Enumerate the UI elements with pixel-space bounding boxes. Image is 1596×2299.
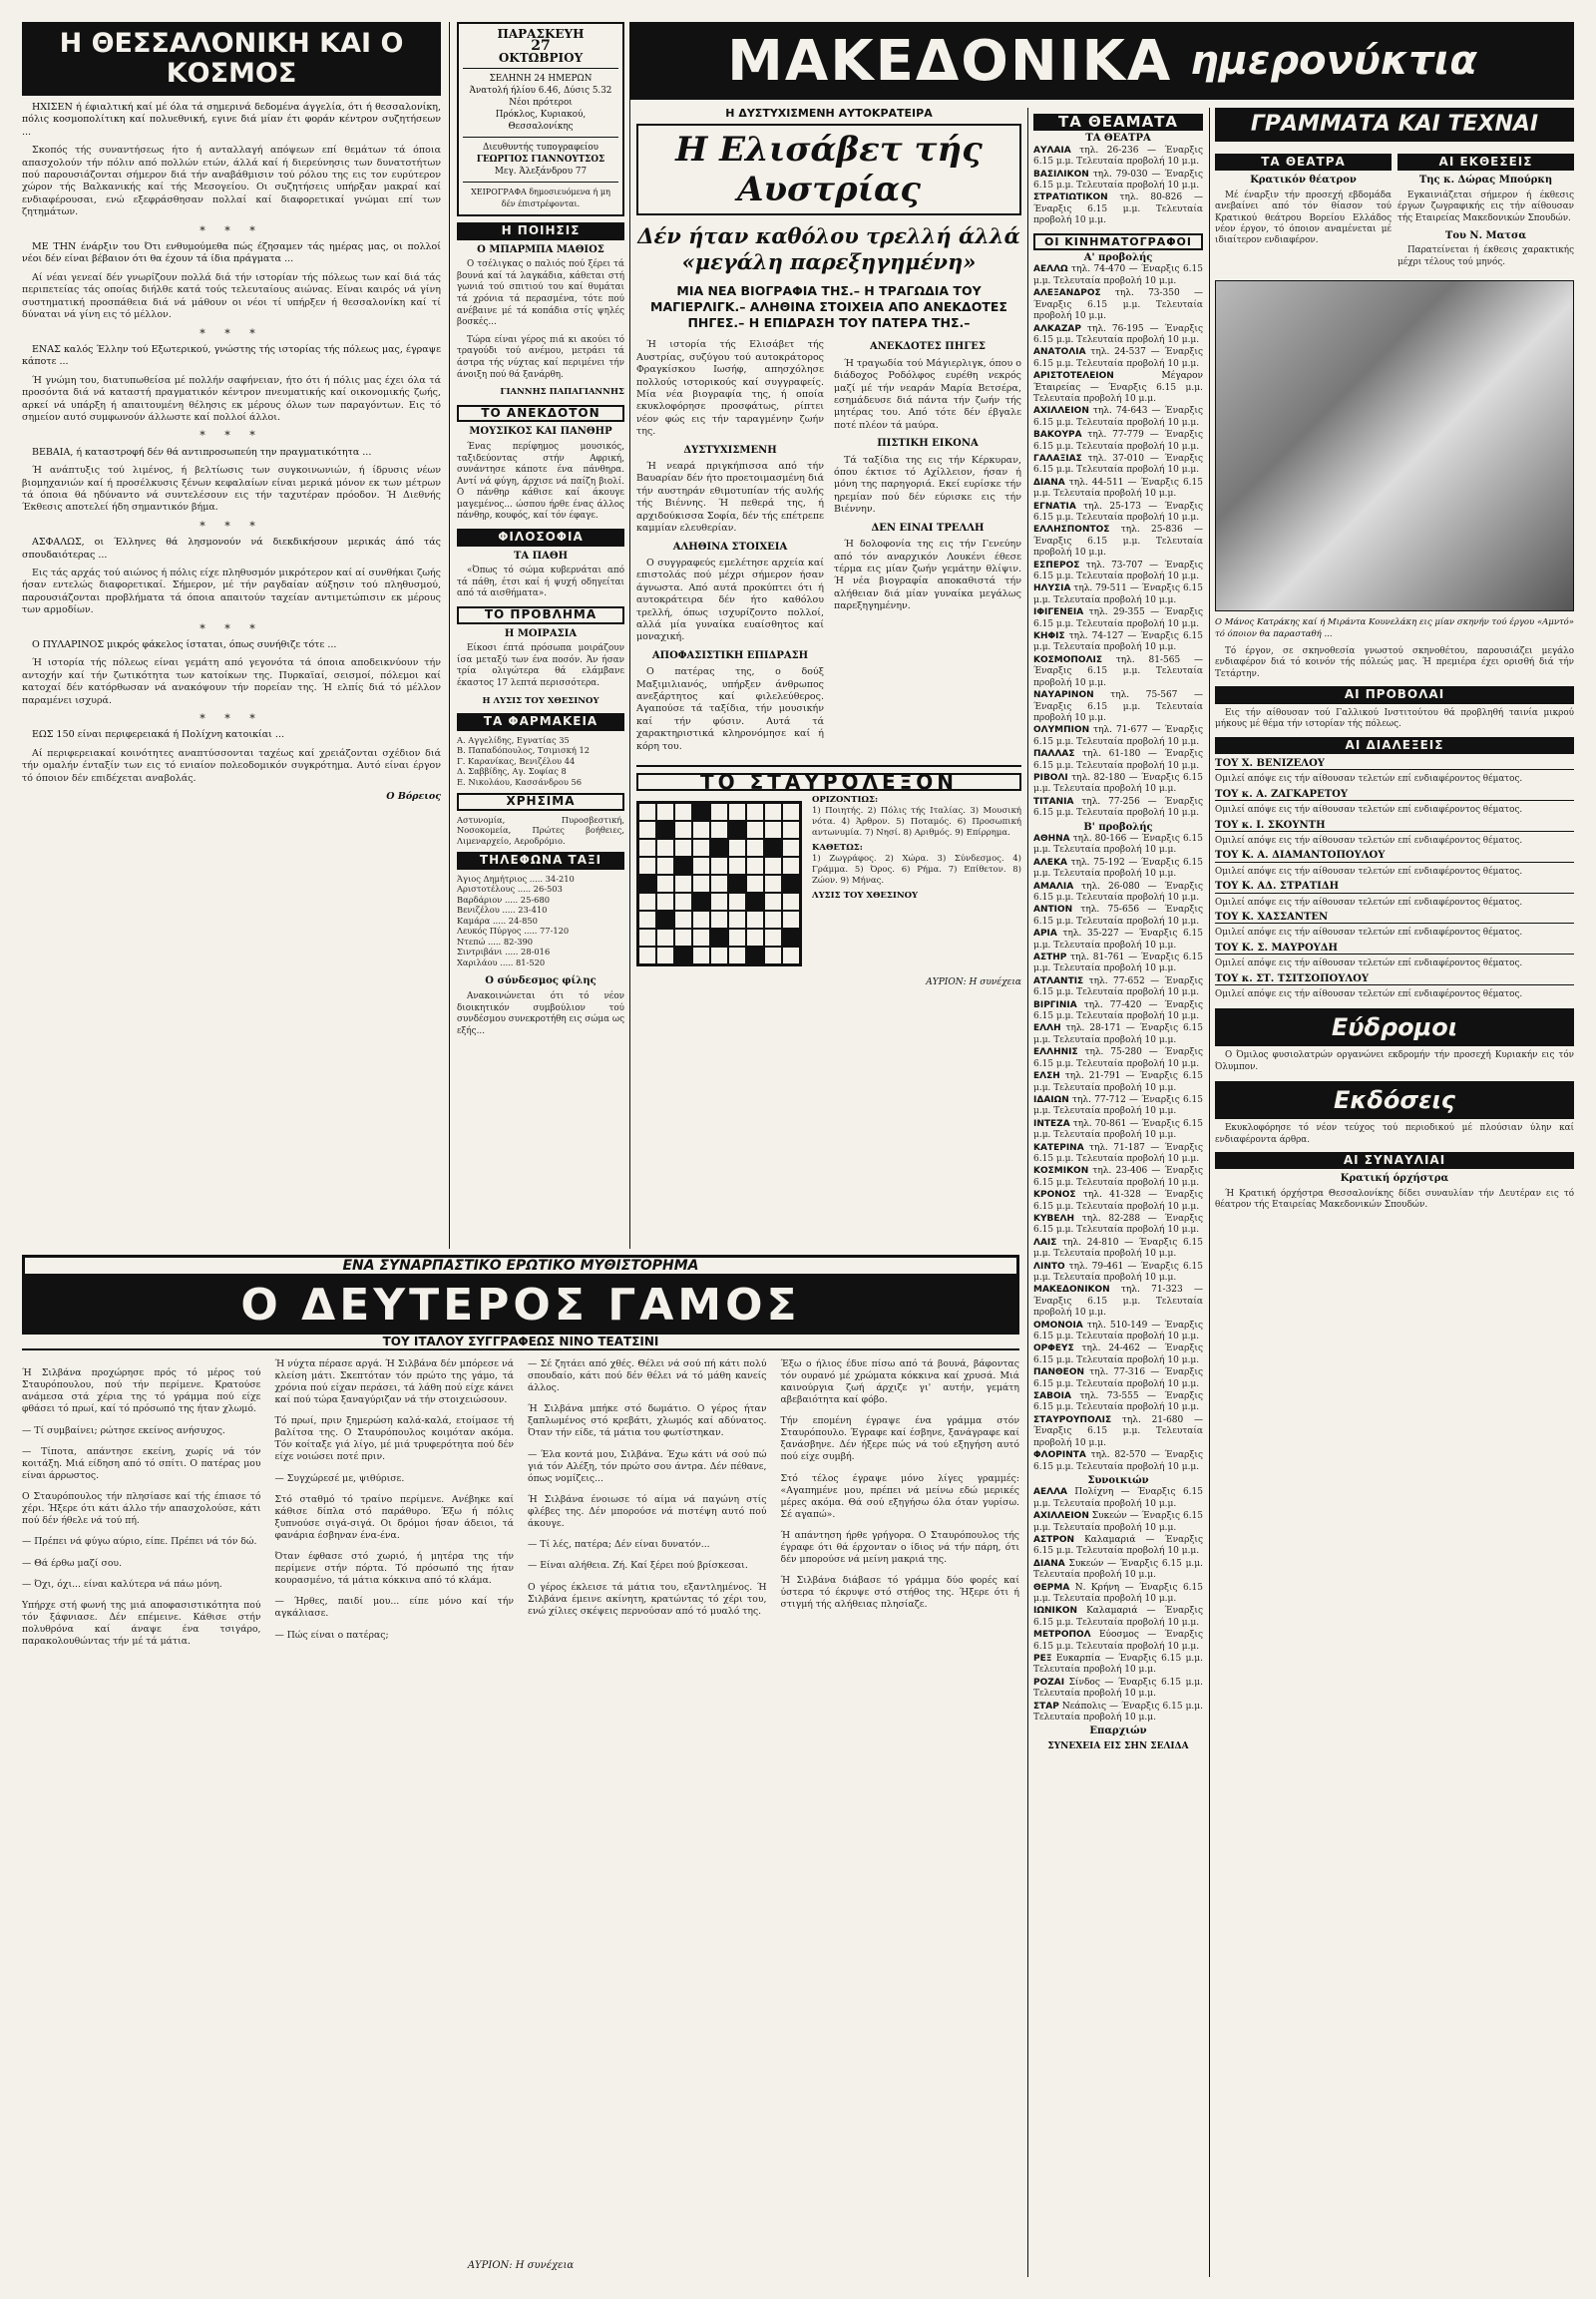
venue-info: τηλ. 25-173 —	[1075, 501, 1165, 512]
listing-entry: ΜΑΚΕΔΟΝΙΚΟΝ τηλ. 71-323 — Έναρξις 6.15 μ.μ. Τελευταία προβολή 10 μ.μ.	[1033, 1285, 1203, 1319]
venue-info: Νεάπολις —	[1058, 1701, 1122, 1712]
venue-info: Σίνδος —	[1064, 1677, 1118, 1688]
venue-info: Συκεών —	[1064, 1558, 1120, 1569]
serial-banner-top: ΕΝΑ ΣΥΝΑΡΠΑΣΤΙΚΟ ΕΡΩΤΙΚΟ ΜΥΘΙΣΤΟΡΗΜΑ	[22, 1255, 1019, 1277]
venue-name: ΑΝΤΙΟΝ	[1033, 905, 1073, 916]
venue-info: τηλ. 35-227 —	[1056, 929, 1139, 940]
listing-entry: ΑΛΚΑΖΑΡ τηλ. 76-195 — Έναρξις 6.15 μ.μ. Τελευταία προβολή 10 μ.μ.	[1033, 323, 1203, 345]
venue-info: τηλ. 76-195 —	[1080, 323, 1165, 334]
listing-entry: ΑΤΛΑΝΤΙΣ τηλ. 77-652 — Έναρξις 6.15 μ.μ. Τελευταία προβολή 10 μ.μ.	[1033, 975, 1203, 998]
listing-entry: ΚΡΟΝΟΣ τηλ. 41-328 — Έναρξις 6.15 μ.μ. Τελευταία προβολή 10 μ.μ.	[1033, 1190, 1203, 1212]
venue-name: ΒΙΡΓΙΝΙΑ	[1033, 999, 1077, 1010]
lecturer-name: ΤΟΥ Κ. ΧΑΣΣΑΝΤΕΝ	[1215, 912, 1574, 924]
venue-name: ΟΡΦΕΥΣ	[1033, 1343, 1074, 1354]
venue-name: ΛΑΙΣ	[1033, 1237, 1057, 1248]
venue-name: ΒΑΚΟΥΡΑ	[1033, 430, 1082, 441]
venue-name: ΙΩΝΙΚΟΝ	[1033, 1606, 1078, 1617]
venue-info: τηλ. 510-149 —	[1082, 1320, 1165, 1331]
listings-title: ΤΑ ΘΕΑΜΑΤΑ	[1033, 114, 1203, 131]
listing-entry: ΑΣΤΡΟΝ Καλαμαριά — Έναρξις 6.15 μ.μ. Τελευταία προβολή 10 μ.μ.	[1033, 1534, 1203, 1557]
venue-info: τηλ. 71-677 —	[1089, 725, 1165, 736]
serial-author: ΤΟΥ ΙΤΑΛΟΥ ΣΥΓΓΡΑΦΕΩΣ ΝΙΝΟ ΤΕΑΤΣΙΝΙ	[22, 1335, 1019, 1350]
venue-name: ΡΕΞ	[1033, 1654, 1052, 1664]
listing-entry: ΒΙΡΓΙΝΙΑ τηλ. 77-420 — Έναρξις 6.15 μ.μ. Τελευταία προβολή 10 μ.μ.	[1033, 999, 1203, 1022]
venue-name: ΗΛΥΣΙΑ	[1033, 583, 1071, 594]
listing-entry: ΙΩΝΙΚΟΝ Καλαμαριά — Έναρξις 6.15 μ.μ. Τελευταία προβολή 10 μ.μ.	[1033, 1606, 1203, 1628]
listing-entry: ΑΝΑΤΟΛΙΑ τηλ. 24-537 — Έναρξις 6.15 μ.μ. Τελευταία προβολή 10 μ.μ.	[1033, 347, 1203, 369]
useful-title: ΧΡΗΣΙΜΑ	[457, 793, 624, 811]
crossword-grid[interactable]	[636, 801, 802, 966]
venue-info: τηλ. 77-256 —	[1073, 796, 1165, 807]
listing-entry: ΣΤΑΡ Νεάπολις — Έναρξις 6.15 μ.μ. Τελευταία προβολή 10 μ.μ.	[1033, 1701, 1203, 1724]
venue-name: ΕΛΣΗ	[1033, 1071, 1060, 1082]
venue-info: τηλ. 75-567 —	[1093, 690, 1203, 701]
listing-entry: ΕΛΛΗΝΙΣ τηλ. 75-280 — Έναρξις 6.15 μ.μ. Τελευταία προβολή 10 μ.μ.	[1033, 1047, 1203, 1069]
venue-info: τηλ. 71-187 —	[1083, 1142, 1165, 1153]
venue-name: ΑΤΛΑΝΤΙΣ	[1033, 975, 1084, 986]
venue-info: τηλ. 26-236 —	[1070, 145, 1165, 156]
venue-info: τηλ. 82-570 —	[1085, 1450, 1165, 1461]
listing-entry: ΓΑΛΑΞΙΑΣ τηλ. 37-010 — Έναρξις 6.15 μ.μ. Τελευταία προβολή 10 μ.μ.	[1033, 453, 1203, 476]
venue-info: τηλ. 81-565 —	[1102, 654, 1203, 665]
listing-entry: ΛΑΙΣ τηλ. 24-810 — Έναρξις 6.15 μ.μ. Τελευταία προβολή 10 μ.μ.	[1033, 1237, 1203, 1260]
column-thessaloniki: Η ΘΕΣΣΑΛΟΝΙΚΗ ΚΑΙ Ο ΚΟΣΜΟΣ ΗΧΙΣΕΝ ή έφιαλτική καί μέ όλα τά σημερινά δεδομένα άγγελία, ότι ή θεσσαλονίκη, πόλις κοσμοπολίτικη καί πολυεθνική, εγινε διά μίαν έτι φοράν κέντρον συζητήσεων ... Σκοπός τής συναντήσεως ήτο ή ανταλλαγή απόψεων επί θεμάτων τά όποια απασχολούν τήν πόλιν από πολλών ετών, άλλά καί ή διερεύνησις των δυνατοτήτων πού παρουσιάζονται σήμερον διά τήν αναβάθμισιν τού ρόλου της εις τον ευρύτερον χώρον τής Βαλκανικής καί τής Μεσογείου. Οι συζητήσεις υπήρξαν μακραί καί ενδιαφέρουσαι, ενώ εξεφράσθησαν πολλαί καί διαφορετικαί γνώμαι επί των ζητημάτων. * * * ΜΕ ΤΗΝ ένάρξιν του Ότι ενθυμούμεθα πώς έζησαμεν τάς ημέρας μας, οι πολλοί νέοι δέν είναι βέβαιον ότι θα έχουν τά ίδια πράγματα ... Αί νέαι γενεαί δέν γνωρίζουν πολλά διά τήν ιστορίαν τής πόλεως των καί διά τάς περιπετείας τάς οποίας διήλθε κατά τούς τελευταίους αιώνας. Είναι καιρός νά γίνη συστηματική προσπάθεια διά νά μάθουν οι νέοι τί υπήρξεν ή θεσσαλονίκη καί τί δύναται νά γίνη εις τό μέλλον. * * * ΕΝΑΣ καλός Έλλην τού Εξωτερικού, γνώστης τής ιστορίας τής πόλεως μας, έγραψε κάποτε ... Ή γνώμη του, διατυπωθείσα μέ πολλήν σαφήνειαν, ήτο ότι ή πόλις μας έχει όλα τά προσόντα διά νά καταστή πραγματικόν κέντρον πνευματικής καί οικονομικής ζωής, αρκεί νά υπάρξη ή απαιτουμένη θέλησις εκ μέρους όλων των παραγόντων. Εις τό σημείον αυτό συμφωνούν άλλωστε καί πολλοί άλλοι. * * * ΒΕΒΑΙΑ, ή καταστροφή δέν θά αντιπροσωπεύη την πραγματικότητα ... Ή ανάπτυξις τού λιμένος, ή βελτίωσις των συγκοινωνιών, ή ίδρυσις νέων βιομηχανιών καί ή προσέλκυσις ξένων κεφαλαίων είναι μερικά μόνον εκ των μέτρων τά όποια θά ηδύναντο νά συντελέσουν εις τήν ταχυτέραν πρόοδον. Ή Διεθνής Έκθεσις αποτελεί ήδη σημαντικόν βήμα. * * * ΑΣΦΑΛΩΣ, οι Έλληνες θά λησμονούν νά διεκδικήσουν μερικάς άπό τάς σπουδαιότερας ... Εις τάς αρχάς τού αιώνος ή πόλις είχε πληθυσμόν μικρότερον καί αί συνθήκαι ζωής ήσαν εντελώς διαφορετικαί. Σήμερον, μέ τήν ραγδαίαν αύξησιν τού πληθυσμού, παρουσιάζονται προβλήματα τά όποια απαιτούν ταχείαν αντιμετώπισιν εκ μέρους των αρμοδίων. * * * Ο ΠΥΛΑΡΙΝΟΣ μικρός φάκελος ίσταται, όπως συνήθιζε τότε ... Ή ιστορία τής πόλεως είναι γεμάτη από γεγονότα τά όποια αποδεικνύουν τήν αντοχήν καί τήν ζωτικότητα των κατοίκων της. Πυρκαϊαί, σεισμοί, πόλεμοι καί κατοχαί δέν κατόρθωσαν νά ανακόψουν τήν πορείαν της. Ή ελπίς διά τό μέλλον παραμένει ισχυρά. * * * ΕΩΣ 150 είναι περιφερειακά ή Πολίχνη κατοικίαι ... Αί περιφερειακαί κοινότητες αναπτύσσονται ταχέως καί χρειάζονται σχέδιον διά τήν ομαλήν ένταξίν των εις τό ενιαίον πολεοδομικόν συγκρότημα. Αυτό είναι έργον τό όποιον δέν επιδέχεται αναβολάς. Ο Βόρειος	[22, 22, 441, 804]
listing-entry: ΤΙΤΑΝΙΑ τηλ. 77-256 — Έναρξις 6.15 μ.μ. Τελευταία προβολή 10 μ.μ.	[1033, 796, 1203, 819]
venue-info: τηλ. 73-350 —	[1100, 288, 1203, 299]
venue-name: ΒΑΣΙΛΙΚΟΝ	[1033, 169, 1089, 180]
listing-entry: ΚΗΦΙΣ τηλ. 74-127 — Έναρξις 6.15 μ.μ. Τελευταία προβολή 10 μ.μ.	[1033, 631, 1203, 653]
venue-name: ΑΛΕΞΑΝΔΡΟΣ	[1033, 288, 1101, 299]
lecturers-list: ΤΟΥ Χ. ΒΕΝΙΖΕΛΟΥ Ομιλεί απόψε εις τήν αίθουσαν τελετών επί ενδιαφέροντος θέματος. ΤΟΥ κ. Α. ΖΑΓΚΑΡΕΤΟΥ Ομιλεί απόψε εις τήν αίθουσαν τελετών επί ενδιαφέροντος θέματος. ΤΟΥ κ. Ι. ΣΚΟΥΝΤΗ Ομιλεί απόψε εις τήν αίθουσαν τελετών επί ενδιαφέροντος θέματος. ΤΟΥ Κ. Α. ΔΙΑΜΑΝΤΟΠΟΥΛΟΥ Ομιλεί απόψε εις τήν αίθουσαν τελετών επί ενδιαφέροντος θέματος. ΤΟΥ Κ. ΑΔ. ΣΤΡΑΤΙΔΗ Ομιλεί απόψε εις τήν αίθουσαν τελετών επί ενδιαφέροντος θέματος. ΤΟΥ Κ. ΧΑΣΣΑΝΤΕΝ Ομιλεί απόψε εις τήν αίθουσαν τελετών επί ενδιαφέροντος θέματος. ΤΟΥ Κ. Σ. ΜΑΥΡΟΥΔΗ Ομιλεί απόψε εις τήν αίθουσαν τελετών επί ενδιαφέροντος θέματος. ΤΟΥ κ. ΣΤ. ΤΣΙΤΣΟΠΟΥΛΟΥ Ομιλεί απόψε εις τήν αίθουσαν τελετών επί ενδιαφέροντος θέματος.	[1215, 758, 1574, 1001]
theatre-listings	[1033, 146, 1203, 227]
venue-info: τηλ. 79-030 —	[1088, 169, 1165, 180]
problem-title: ΤΟ ΠΡΟΒΛΗΜΑ	[457, 606, 624, 624]
venue-info: τηλ. 41-328 —	[1075, 1190, 1165, 1201]
venue-info: τηλ. 21-791 —	[1059, 1071, 1140, 1082]
paragraph-7: ΕΩΣ 150 είναι περιφερειακά ή Πολίχνη κατοικίαι ...	[32, 729, 284, 741]
venue-name: ΙΝΤΕΖΑ	[1033, 1118, 1070, 1129]
listing-entry: ΕΣΠΕΡΟΣ τηλ. 73-707 — Έναρξις 6.15 μ.μ. Τελευταία προβολή 10 μ.μ.	[1033, 560, 1203, 582]
venue-name: ΕΛΛΗΝΙΣ	[1033, 1047, 1078, 1058]
photo-caption: Ο Μάνος Κατράκης καί ή Μιράντα Κουνελάκη εις μίαν σκηνήν τού έργου «Αμντό» τό όποιον θα παρασταθή ...	[1215, 617, 1574, 639]
listing-entry: ΑΧΙΛΛΕΙΟΝ τηλ. 74-643 — Έναρξις 6.15 μ.μ. Τελευταία προβολή 10 μ.μ.	[1033, 406, 1203, 428]
venue-name: ΑΛΕΚΑ	[1033, 857, 1068, 868]
venue-name: ΝΑΥΑΡΙΝΟΝ	[1033, 690, 1094, 701]
month: ΟΚΤΩΒΡΙΟΥ	[498, 51, 584, 65]
venue-name: ΑΡΙΑ	[1033, 929, 1057, 940]
venue-name: ΑΘΗΝΑ	[1033, 833, 1070, 844]
listing-entry: ΜΕΤΡΟΠΟΛ Εύοσμος — Έναρξις 6.15 μ.μ. Τελευταία προβολή 10 μ.μ.	[1033, 1630, 1203, 1652]
venue-info: τηλ. 29-355 —	[1083, 607, 1165, 618]
paragraph-3: ΕΝΑΣ καλός Έλλην τού Εξωτερικού, γνώστης τής ιστορίας τής πόλεως μας, έγραψε κάποτε ...	[22, 343, 441, 368]
listing-entry: ΠΑΝΘΕΟΝ τηλ. 77-316 — Έναρξις 6.15 μ.μ. Τελευταία προβολή 10 μ.μ.	[1033, 1367, 1203, 1389]
listing-entry: ΣΤΡΑΤΙΩΤΙΚΟΝ τηλ. 80-826 — Έναρξις 6.15 μ.μ. Τελευταία προβολή 10 μ.μ.	[1033, 192, 1203, 226]
listing-entry: ΡΙΒΟΛΙ τηλ. 82-180 — Έναρξις 6.15 μ.μ. Τελευταία προβολή 10 μ.μ.	[1033, 772, 1203, 795]
venue-name: ΔΙΑΝΑ	[1033, 477, 1065, 488]
venue-info: Καλαμαριά —	[1074, 1534, 1165, 1545]
venue-info: Ευκαρπία —	[1051, 1654, 1119, 1664]
venue-name: ΟΜΟΝΟΙΑ	[1033, 1320, 1083, 1331]
venue-info: τηλ. 70-861 —	[1069, 1118, 1142, 1129]
listing-entry: ΚΑΤΕΡΙΝΑ τηλ. 71-187 — Έναρξις 6.15 μ.μ. Τελευταία προβολή 10 μ.μ.	[1033, 1142, 1203, 1164]
lecturer-name: ΤΟΥ κ. ΣΤ. ΤΣΙΤΣΟΠΟΥΛΟΥ	[1215, 973, 1574, 985]
venue-name: ΙΔΑΙΩΝ	[1033, 1094, 1069, 1105]
theatre-photo	[1215, 280, 1574, 611]
masthead	[630, 22, 1574, 100]
paragraph-5: ΑΣΦΑΛΩΣ, οι Έλληνες θά λησμονούν νά διεκδικήσουν μερικάς άπό τάς σπουδαιότερας ...	[22, 537, 441, 561]
listing-entry: ΑΜΑΛΙΑ τηλ. 26-080 — Έναρξις 6.15 μ.μ. Τελευταία προβολή 10 μ.μ.	[1033, 881, 1203, 903]
venue-name: ΚΟΣΜΟΠΟΛΙΣ	[1033, 654, 1103, 665]
listing-entry: ΑΘΗΝΑ τηλ. 80-166 — Έναρξις 6.15 μ.μ. Τελευταία προβολή 10 μ.μ.	[1033, 833, 1203, 856]
venue-name: ΑΣΤΗΡ	[1033, 953, 1067, 963]
venue-name: ΑΣΤΡΟΝ	[1033, 1534, 1075, 1545]
venue-info: τηλ. 82-180 —	[1067, 772, 1142, 783]
listing-entry: ΡΕΞ Ευκαρπία — Έναρξις 6.15 μ.μ. Τελευταία προβολή 10 μ.μ.	[1033, 1654, 1204, 1676]
listing-entry: ΔΙΑΝΑ Συκεών — Έναρξις 6.15 μ.μ. Τελευταία προβολή 10 μ.μ.	[1033, 1558, 1203, 1581]
venue-name: ΔΙΑΝΑ	[1033, 1558, 1065, 1569]
listing-entry: ΒΑΚΟΥΡΑ τηλ. 77-779 — Έναρξις 6.15 μ.μ. Τελευταία προβολή 10 μ.μ.	[1033, 430, 1203, 452]
weekday: ΠΑΡΑΣΚΕΥΗ	[497, 27, 585, 41]
masthead-title: ΜΑΚΕΔΟΝΙΚΑ	[727, 28, 1173, 94]
venue-name: ΛΙΝΤΟ	[1033, 1261, 1065, 1272]
venue-info: τηλ. 79-511 —	[1070, 583, 1142, 594]
venue-info: τηλ. 24-462 —	[1073, 1343, 1165, 1354]
venue-name: ΣΑΒΟΙΑ	[1033, 1391, 1071, 1402]
venue-info: Ν. Κρήνη —	[1069, 1582, 1140, 1593]
lecturer-name: ΤΟΥ Κ. ΑΔ. ΣΤΡΑΤΙΔΗ	[1215, 881, 1574, 893]
masthead-subtitle: ημερονύκτια	[1190, 38, 1477, 84]
venue-info: τηλ. 81-761 —	[1066, 953, 1141, 963]
venue-name: ΚΟΣΜΙΚΟΝ	[1033, 1166, 1089, 1177]
venue-info: τηλ. 77-712 —	[1068, 1094, 1142, 1105]
box-evdromoi: Εύδρομοι	[1215, 1008, 1574, 1046]
venue-name: ΤΙΤΑΝΙΑ	[1033, 796, 1074, 807]
venue-name: ΣΤΑΥΡΟΥΠΟΛΙΣ	[1033, 1414, 1112, 1425]
venue-info: τηλ. 80-166 —	[1069, 833, 1142, 844]
listing-entry: ΑΥΛΑΙΑ τηλ. 26-236 — Έναρξις 6.15 μ.μ. Τελευταία προβολή 10 μ.μ.	[1033, 145, 1203, 168]
listing-entry: ΠΑΛΛΑΣ τηλ. 61-180 — Έναρξις 6.15 μ.μ. Τελευταία προβολή 10 μ.μ.	[1033, 749, 1203, 771]
box-ekdoseis: Εκδόσεις	[1215, 1081, 1574, 1119]
venue-info: τηλ. 28-171 —	[1060, 1023, 1140, 1034]
venue-name: ΑΝΑΤΟΛΙΑ	[1033, 347, 1086, 358]
listing-entry: ΚΟΣΜΟΠΟΛΙΣ τηλ. 81-565 — Έναρξις 6.15 μ.μ. Τελευταία προβολή 10 μ.μ.	[1033, 654, 1203, 688]
venue-name: ΑΧΙΛΛΕΙΟΝ	[1033, 1511, 1089, 1522]
taxi-phones-title: ΤΗΛΕΦΩΝΑ ΤΑΞΙ	[457, 852, 624, 870]
venue-name: ΡΙΒΟΛΙ	[1033, 772, 1068, 783]
venue-info: τηλ. 26-080 —	[1073, 881, 1165, 892]
venue-name: ΕΓΝΑΤΙΑ	[1033, 501, 1076, 512]
venue-info: τηλ. 74-470 —	[1067, 264, 1142, 275]
listing-entry: ΛΙΝΤΟ τηλ. 79-461 — Έναρξις 6.15 μ.μ. Τελευταία προβολή 10 μ.μ.	[1033, 1261, 1203, 1283]
venue-name: ΑΡΙΣΤΟΤΕΛΕΙΟΝ	[1033, 371, 1114, 382]
venue-info: Καλαμαριά —	[1077, 1606, 1165, 1617]
venue-info: τηλ. 21-680 —	[1111, 1414, 1203, 1425]
feature-article: Η ΔΥΣΤΥΧΙΣΜΕΝΗ ΑΥΤΟΚΡΑΤΕΙΡΑ Η Ελισάβετ τής Αυστρίας Δέν ήταν καθόλου τρελλή άλλά «μεγάλη παρεξηγημένη» ΜΙΑ ΝΕΑ ΒΙΟΓΡΑΦΙΑ ΤΗΣ.– Η ΤΡΑΓΩΔΙΑ ΤΟΥ ΜΑΓΙΕΡΛΙΓΚ.– ΑΛΗΘΙΝΑ ΣΤΟΙΧΕΙΑ ΑΠΟ ΑΝΕΚΔΟΤΕΣ ΠΗΓΕΣ.– Η ΕΠΙΔΡΑΣΗ ΤΟΥ ΠΑΤΕΡΑ ΤΗΣ.– Ή ιστορία τής Ελισάβετ τής Αυστρίας, συζύγου τού αυτοκράτορος Φραγκίσκου Ιωσήφ, απησχόλησε πολλούς ιστορικούς καί συγγραφείς. Μία νέα βιογραφία της, ή οποία εκυκλοφόρησε προσφάτως, ρίπτει νέον φώς εις τήν ταραγμένην ζωήν της. ΔΥΣΤΥΧΙΣΜΕΝΗ Ή νεαρά πριγκήπισσα από τήν Βαυαρίαν δέν ήτο προετοιμασμένη διά τήν αυστηράν εθιμοτυπίαν τής αυλής τής Βιέννης. Ή πεθερά της, ή αρχιδούκισσα Σοφία, δέν τής επέτρεπε καμμίαν ελευθερίαν. ΑΛΗΘΙΝΑ ΣΤΟΙΧΕΙΑ Ο συγγραφεύς εμελέτησε αρχεία καί επιστολάς πού μέχρι σήμερον ήσαν άγνωστα. Από αυτά προκύπτει ότι ή αυτοκράτειρα δέν ήτο καθόλου τρελλή, όπως ισχυρίζοντο πολλοί, αλλά μία γυναίκα ευαίσθητος καί μοναχική. ΑΠΟΦΑΣΙΣΤΙΚΗ ΕΠΙΔΡΑΣΗ Ο πατέρας της, ο δούξ Μαξιμιλιανός, υπήρξεν άνθρωπος ανεξάρτητος καί φιλελεύθερος. Αγαπούσε τά ταξίδια, τήν μουσικήν καί τήν φύσιν. Αυτά τά χαρακτηριστικά κληρονόμησε καί ή κόρη του. ΑΝΕΚΔΟΤΕΣ ΠΗΓΕΣ Ή τραγωδία τού Μάγιερλιγκ, όπου ο διάδοχος Ροδόλφος ευρέθη νεκρός μαζί μέ τήν νεαράν Μαρία Βετσέρα, εσημάδευσε διά πάντα τήν ζωήν τής μητέρας του. Από τότε δέν έβγαλε ποτέ πλέον τά μαύρα. ΠΙΣΤΙΚΗ ΕΙΚΟΝΑ Τά ταξίδια της εις τήν Κέρκυραν, όπου έκτισε τό Αχίλλειον, ήσαν ή μόνη της παρηγοριά. Εκεί ευρίσκε τήν ηρεμίαν πού δέν εύρισκε εις τήν Βιέννην. ΔΕΝ ΕΙΝΑΙ ΤΡΕΛΛΗ Ή δολοφονία της εις τήν Γενεύην από τόν αναρχικόν Λουκένι έθεσε τέρμα εις μίαν ζωήν γεμάτην θλίψιν. Ή νέα βιογραφία αποκαθιστά τήν αλήθειαν διά μίαν γυναίκα μεγάλως παρεξηγημένην. ΤΟ ΣΤΑΥΡΟΛΕΞΟΝ ΟΡΙΖΟΝΤΙΩΣ: 1) Ποιητής. 2) Πόλις τής Ιταλίας. 3) Μουσική νότα. 4) Άρθρον. 5) Ποταμός. 6) Προσωπική αντωνυμία. 7) Νησί. 8) Αριθμός. 9) Επίρρημα. ΚΑΘΕΤΩΣ: 1) Ζωγράφος. 2) Χώρα. 3) Σύνδεσμος. 4) Γράμμα. 5) Όρος. 6) Ρήμα. 7) Επίθετον. 8) Ζώον. 9) Μήνας. ΛΥΣΙΣ ΤΟΥ ΧΘΕΣΙΝΟΥ ΑΥΡΙΟΝ: Η συνέχεια	[636, 107, 1021, 988]
listing-entry: ΟΡΦΕΥΣ τηλ. 24-462 — Έναρξις 6.15 μ.μ. Τελευταία προβολή 10 μ.μ.	[1033, 1343, 1203, 1365]
venue-info: Συκεών —	[1088, 1511, 1142, 1522]
venue-info: τηλ. 74-127 —	[1064, 631, 1141, 642]
venue-name: ΚΑΤΕΡΙΝΑ	[1033, 1142, 1084, 1153]
cinema-listings-suburbs	[1033, 1487, 1203, 1724]
listing-entry: ΕΛΛΗ τηλ. 28-171 — Έναρξις 6.15 μ.μ. Τελευταία προβολή 10 μ.μ.	[1033, 1023, 1203, 1045]
venue-name: ΣΤΑΡ	[1033, 1701, 1059, 1712]
column-title: Η ΘΕΣΣΑΛΟΝΙΚΗ ΚΑΙ Ο ΚΟΣΜΟΣ	[22, 22, 441, 96]
venue-info: τηλ. 75-192 —	[1067, 857, 1141, 868]
venue-name: ΘΕΡΜΑ	[1033, 1582, 1070, 1593]
listings-column: ΤΑ ΘΕΑΜΑΤΑ ΤΑ ΘΕΑΤΡΑ ΑΥΛΑΙΑ τηλ. 26-236 — Έναρξις 6.15 μ.μ. Τελευταία προβολή 10 μ.μ. ΒΑΣΙΛΙΚΟΝ τηλ. 79-030 — Έναρξις 6.15 μ.μ. Τελευταία προβολή 10 μ.μ. ΣΤΡΑΤΙΩΤΙΚΟΝ τηλ. 80-826 — Έναρξις 6.15 μ.μ. Τελευταία προβολή 10 μ.μ. ΟΙ ΚΙΝΗΜΑΤΟΓΡΑΦΟΙ Α' προβολής ΑΕΛΛΩ τηλ. 74-470 — Έναρξις 6.15 μ.μ. Τελευταία προβολή 10 μ.μ. ΑΛΕΞΑΝΔΡΟΣ τηλ. 73-350 — Έναρξις 6.15 μ.μ. Τελευταία προβολή 10 μ.μ. ΑΛΚΑΖΑΡ τηλ. 76-195 — Έναρξις 6.15 μ.μ. Τελευταία προβολή 10 μ.μ. ΑΝΑΤΟΛΙΑ τηλ. 24-537 — Έναρξις 6.15 μ.μ. Τελευταία προβολή 10 μ.μ. ΑΡΙΣΤΟΤΕΛΕΙΟΝ Μέγαρον Έταιρείας — Έναρξις 6.15 μ.μ. Τελευταία προβολή 10 μ.μ. ΑΧΙΛΛΕΙΟΝ τηλ. 74-643 — Έναρξις 6.15 μ.μ. Τελευταία προβολή 10 μ.μ. ΒΑΚΟΥΡΑ τηλ. 77-779 — Έναρξις 6.15 μ.μ. Τελευταία προβολή 10 μ.μ. ΓΑΛΑΞΙΑΣ τηλ. 37-010 — Έναρξις 6.15 μ.μ. Τελευταία προβολή 10 μ.μ. ΔΙΑΝΑ τηλ. 44-511 — Έναρξις 6.15 μ.μ. Τελευταία προβολή 10 μ.μ. ΕΓΝΑΤΙΑ τηλ. 25-173 — Έναρξις 6.15 μ.μ. Τελευταία προβολή 10 μ.μ. ΕΛΛΗΣΠΟΝΤΟΣ τηλ. 25-836 — Έναρξις 6.15 μ.μ. Τελευταία προβολή 10 μ.μ. ΕΣΠΕΡΟΣ τηλ. 73-707 — Έναρξις 6.15 μ.μ. Τελευταία προβολή 10 μ.μ. ΗΛΥΣΙΑ τηλ. 79-511 — Έναρξις 6.15 μ.μ. Τελευταία προβολή 10 μ.μ. ΙΦΙΓΕΝΕΙΑ τηλ. 29-355 — Έναρξις 6.15 μ.μ. Τελευταία προβολή 10 μ.μ. ΚΗΦΙΣ τηλ. 74-127 — Έναρξις 6.15 μ.μ. Τελευταία προβολή 10 μ.μ. ΚΟΣΜΟΠΟΛΙΣ τηλ. 81-565 — Έναρξις 6.15 μ.μ. Τελευταία προβολή 10 μ.μ. ΝΑΥΑΡΙΝΟΝ τηλ. 75-567 — Έναρξις 6.15 μ.μ. Τελευταία προβολή 10 μ.μ. ΟΛΥΜΠΙΟΝ τηλ. 71-677 — Έναρξις 6.15 μ.μ. Τελευταία προβολή 10 μ.μ. ΠΑΛΛΑΣ τηλ. 61-180 — Έναρξις 6.15 μ.μ. Τελευταία προβολή 10 μ.μ. ΡΙΒΟΛΙ τηλ. 82-180 — Έναρξις 6.15 μ.μ. Τελευταία προβολή 10 μ.μ. ΤΙΤΑΝΙΑ τηλ. 77-256 — Έναρξις 6.15 μ.μ. Τελευταία προβολή 10 μ.μ. Β' προβολής ΑΘΗΝΑ τηλ. 80-166 — Έναρξις 6.15 μ.μ. Τελευταία προβολή 10 μ.μ. ΑΛΕΚΑ τηλ. 75-192 — Έναρξις 6.15 μ.μ. Τελευταία προβολή 10 μ.μ. ΑΜΑΛΙΑ τηλ. 26-080 — Έναρξις 6.15 μ.μ. Τελευταία προβολή 10 μ.μ. ΑΝΤΙΟΝ τηλ. 75-656 — Έναρξις 6.15 μ.μ. Τελευταία προβολή 10 μ.μ. ΑΡΙΑ τηλ. 35-227 — Έναρξις 6.15 μ.μ. Τελευταία προβολή 10 μ.μ. ΑΣΤΗΡ τηλ. 81-761 — Έναρξις 6.15 μ.μ. Τελευταία προβολή 10 μ.μ. ΑΤΛΑΝΤΙΣ τηλ. 77-652 — Έναρξις 6.15 μ.μ. Τελευταία προβολή 10 μ.μ. ΒΙΡΓΙΝΙΑ τηλ. 77-420 — Έναρξις 6.15 μ.μ. Τελευταία προβολή 10 μ.μ. ΕΛΛΗ τηλ. 28-171 — Έναρξις 6.15 μ.μ. Τελευταία προβολή 10 μ.μ. ΕΛΛΗΝΙΣ τηλ. 75-280 — Έναρξις 6.15 μ.μ. Τελευταία προβολή 10 μ.μ. ΕΛΣΗ τηλ. 21-791 — Έναρξις 6.15 μ.μ. Τελευταία προβολή 10 μ.μ. ΙΔΑΙΩΝ τηλ. 77-712 — Έναρξις 6.15 μ.μ. Τελευταία προβολή 10 μ.μ. ΙΝΤΕΖΑ τηλ. 70-861 — Έναρξις 6.15 μ.μ. Τελευταία προβολή 10 μ.μ. ΚΑΤΕΡΙΝΑ τηλ. 71-187 — Έναρξις 6.15 μ.μ. Τελευταία προβολή 10 μ.μ. ΚΟΣΜΙΚΟΝ τηλ. 23-406 — Έναρξις 6.15 μ.μ. Τελευταία προβολή 10 μ.μ. ΚΡΟΝΟΣ τηλ. 41-328 — Έναρξις 6.15 μ.μ. Τελευταία προβολή 10 μ.μ. ΚΥΒΕΛΗ τηλ. 82-288 — Έναρξις 6.15 μ.μ. Τελευταία προβολή 10 μ.μ. ΛΑΙΣ τηλ. 24-810 — Έναρξις 6.15 μ.μ. Τελευταία προβολή 10 μ.μ. ΛΙΝΤΟ τηλ. 79-461 — Έναρξις 6.15 μ.μ. Τελευταία προβολή 10 μ.μ. ΜΑΚΕΔΟΝΙΚΟΝ τηλ. 71-323 — Έναρξις 6.15 μ.μ. Τελευταία προβολή 10 μ.μ. ΟΜΟΝΟΙΑ τηλ. 510-149 — Έναρξις 6.15 μ.μ. Τελευταία προβολή 10 μ.μ. ΟΡΦΕΥΣ τηλ. 24-462 — Έναρξις 6.15 μ.μ. Τελευταία προβολή 10 μ.μ. ΠΑΝΘΕΟΝ τηλ. 77-316 — Έναρξις 6.15 μ.μ. Τελευταία προβολή 10 μ.μ. ΣΑΒΟΙΑ τηλ. 73-555 — Έναρξις 6.15 μ.μ. Τελευταία προβολή 10 μ.μ. ΣΤΑΥΡΟΥΠΟΛΙΣ τηλ. 21-680 — Έναρξις 6.15 μ.μ. Τελευταία προβολή 10 μ.μ. ΦΛΟΡΙΝΤΑ τηλ. 82-570 — Έναρξις 6.15 μ.μ. Τελευταία προβολή 10 μ.μ. Συνοικιών ΑΕΛΛΑ Πολίχνη — Έναρξις 6.15 μ.μ. Τελευταία προβολή 10 μ.μ. ΑΧΙΛΛΕΙΟΝ Συκεών — Έναρξις 6.15 μ.μ. Τελευταία προβολή 10 μ.μ. ΑΣΤΡΟΝ Καλαμαριά — Έναρξις 6.15 μ.μ. Τελευταία προβολή 10 μ.μ. ΔΙΑΝΑ Συκεών — Έναρξις 6.15 μ.μ. Τελευταία προβολή 10 μ.μ. ΘΕΡΜΑ Ν. Κρήνη — Έναρξις 6.15 μ.μ. Τελευταία προβολή 10 μ.μ. ΙΩΝΙΚΟΝ Καλαμαριά — Έναρξις 6.15 μ.μ. Τελευταία προβολή 10 μ.μ. ΜΕΤΡΟΠΟΛ Εύοσμος — Έναρξις 6.15 μ.μ. Τελευταία προβολή 10 μ.μ. ΡΕΞ Ευκαρπία — Έναρξις 6.15 μ.μ. Τελευταία προβολή 10 μ.μ. ΡΟΖΑΙ Σίνδος — Έναρξις 6.15 μ.μ. Τελευταία προβολή 10 μ.μ. ΣΤΑΡ Νεάπολις — Έναρξις 6.15 μ.μ. Τελευταία προβολή 10 μ.μ. Επαρχιών ΣΥΝΕΧΕΙΑ ΕΙΣ ΣΗΝ ΣΕΛΙΔΑ	[1033, 113, 1204, 1751]
lecturer-name: ΤΟΥ Κ. Α. ΔΙΑΜΑΝΤΟΠΟΥΛΟΥ	[1215, 850, 1574, 862]
venue-info: τηλ. 71-323 —	[1109, 1285, 1203, 1296]
venue-info: τηλ. 74-643 —	[1088, 406, 1165, 417]
cinema-listings-second-run	[1033, 834, 1203, 1473]
poetry-title: Η ΠΟΙΗΣΙΣ	[457, 222, 624, 240]
venue-name: ΕΛΛΗ	[1033, 1023, 1061, 1034]
venue-name: ΑΜΑΛΙΑ	[1033, 881, 1074, 892]
venue-info: τηλ. 82-288 —	[1074, 1213, 1165, 1224]
venue-name: ΟΛΥΜΠΙΟΝ	[1033, 725, 1090, 736]
venue-name: ΜΑΚΕΔΟΝΙΚΟΝ	[1033, 1285, 1110, 1296]
venue-name: ΦΛΟΡΙΝΤΑ	[1033, 1450, 1086, 1461]
venue-info: Εύοσμος —	[1090, 1630, 1165, 1641]
serial-title: Ο ΔΕΥΤΕΡΟΣ ΓΑΜΟΣ	[22, 1277, 1019, 1335]
venue-info: τηλ. 75-280 —	[1077, 1047, 1165, 1058]
venue-info: τηλ. 24-810 —	[1056, 1237, 1139, 1248]
listing-entry: ΑΡΙΑ τηλ. 35-227 — Έναρξις 6.15 μ.μ. Τελευταία προβολή 10 μ.μ.	[1033, 929, 1203, 951]
feature-dek: ΜΙΑ ΝΕΑ ΒΙΟΓΡΑΦΙΑ ΤΗΣ.– Η ΤΡΑΓΩΔΙΑ ΤΟΥ ΜΑΓΙΕΡΛΙΓΚ.– ΑΛΗΘΙΝΑ ΣΤΟΙΧΕΙΑ ΑΠΟ ΑΝΕΚΔΟΤΕΣ ΠΗΓΕΣ.– Η ΕΠΙΔΡΑΣΗ ΤΟΥ ΠΑΤΕΡΑ ΤΗΣ.–	[650, 283, 1007, 331]
listing-entry: ΑΕΛΛΑ Πολίχνη — Έναρξις 6.15 μ.μ. Τελευταία προβολή 10 μ.μ.	[1033, 1487, 1203, 1509]
lecturer-name: ΤΟΥ κ. Α. ΖΑΓΚΑΡΕΤΟΥ	[1215, 789, 1574, 801]
venue-info: Μέγαρον Έταιρείας —	[1033, 371, 1203, 393]
feature-headline: Δέν ήταν καθόλου τρελλή άλλά «μεγάλη παρεξηγημένη»	[637, 223, 1020, 275]
venue-info: τηλ. 23-406 —	[1088, 1166, 1165, 1177]
venue-name: ΑΕΛΛΑ	[1033, 1487, 1068, 1498]
venue-name: ΑΛΚΑΖΑΡ	[1033, 323, 1081, 334]
arts-title: ΓΡΑΜΜΑΤΑ ΚΑΙ ΤΕΧΝΑΙ	[1215, 108, 1574, 142]
listing-entry: ΕΓΝΑΤΙΑ τηλ. 25-173 — Έναρξις 6.15 μ.μ. Τελευταία προβολή 10 μ.μ.	[1033, 501, 1203, 523]
venue-name: ΑΕΛΛΩ	[1033, 264, 1068, 275]
venue-info: τηλ. 25-836 —	[1109, 525, 1203, 536]
day-number: 27	[531, 38, 551, 54]
arts-column: ΓΡΑΜΜΑΤΑ ΚΑΙ ΤΕΧΝΑΙ ΤΑ ΘΕΑΤΡΑ Κρατικόν θέατρον Μέ έναρξιν τήν προσεχή εβδομάδα ανεβαίνει από τόν θίασον τού Κρατικού θεάτρου Βορείου Ελλάδος νέον έργον, τό όποιον αναμένεται μέ ιδιαίτερον ενδιαφέρον. ΑΙ ΕΚΘΕΣΕΙΣ Της κ. Δώρας Μπούρκη Εγκαινιάζεται σήμερον ή έκθεσις έργων ζωγραφικής εις τήν αίθουσαν τής Εταιρείας Μακεδονικών Σπουδών. Του Ν. Ματσα Παρατείνεται ή έκθεσις χαρακτικής μέχρι τέλους τού μηνός. Ο Μάνος Κατράκης καί ή Μιράντα Κουνελάκη εις μίαν σκηνήν τού έργου «Αμντό» τό όποιον θα παρασταθή ... Τό έργον, σε σκηνοθεσία γνωστού σκηνοθέτου, παρουσιάζει μεγάλο ενδιαφέρον διά τό κοινόν τής πόλεώς μας. Ή πρεμιέρα έχει ορισθή διά τήν Τετάρτην. ΑΙ ΠΡΟΒΟΛΑΙ Εις τήν αίθουσαν τού Γαλλικού Ινστιτούτου θά προβληθή ταινία μικρού μήκους μέ θέμα τήν ιστορίαν τής πόλεως. ΑΙ ΔΙΑΛΕΞΕΙΣ ΤΟΥ Χ. ΒΕΝΙΖΕΛΟΥ Ομιλεί απόψε εις τήν αίθουσαν τελετών επί ενδιαφέροντος θέματος. ΤΟΥ κ. Α. ΖΑΓΚΑΡΕΤΟΥ Ομιλεί απόψε εις τήν αίθουσαν τελετών επί ενδιαφέροντος θέματος. ΤΟΥ κ. Ι. ΣΚΟΥΝΤΗ Ομιλεί απόψε εις τήν αίθουσαν τελετών επί ενδιαφέροντος θέματος. ΤΟΥ Κ. Α. ΔΙΑΜΑΝΤΟΠΟΥΛΟΥ Ομιλεί απόψε εις τήν αίθουσαν τελετών επί ενδιαφέροντος θέματος. ΤΟΥ Κ. ΑΔ. ΣΤΡΑΤΙΔΗ Ομιλεί απόψε εις τήν αίθουσαν τελετών επί ενδιαφέροντος θέματος. ΤΟΥ Κ. ΧΑΣΣΑΝΤΕΝ Ομιλεί απόψε εις τήν αίθουσαν τελετών επί ενδιαφέροντος θέματος. ΤΟΥ Κ. Σ. ΜΑΥΡΟΥΔΗ Ομιλεί απόψε εις τήν αίθουσαν τελετών επί ενδιαφέροντος θέματος. ΤΟΥ κ. ΣΤ. ΤΣΙΤΣΟΠΟΥΛΟΥ Ομιλεί απόψε εις τήν αίθουσαν τελετών επί ενδιαφέροντος θέματος. Εύδρομοι Ο Όμιλος φυσιολατρών οργανώνει εκδρομήν τήν προσεχή Κυριακήν εις τόν Όλυμπον. Εκδόσεις Εκυκλοφόρησε τό νέον τεύχος τού περιοδικού μέ πλούσιαν ύλην καί ενδιαφέροντα άρθρα. ΑΙ ΣΥΝΑΥΛΙΑΙ Κρατική όρχήστρα Ή Κρατική όρχήστρα Θεσσαλονίκης δίδει συναυλίαν τήν Δευτέραν εις τό θέατρον τής Εταιρείας Μακεδονικών Σπουδών.	[1215, 108, 1574, 1218]
listing-entry: ΣΑΒΟΙΑ τηλ. 73-555 — Έναρξις 6.15 μ.μ. Τελευταία προβολή 10 μ.μ.	[1033, 1391, 1203, 1413]
venue-info: τηλ. 61-180 —	[1074, 749, 1165, 760]
listing-entry: ΦΛΟΡΙΝΤΑ τηλ. 82-570 — Έναρξις 6.15 μ.μ. Τελευταία προβολή 10 μ.μ.	[1033, 1450, 1203, 1472]
lecturer-name: ΤΟΥ κ. Ι. ΣΚΟΥΝΤΗ	[1215, 820, 1574, 832]
newspaper-page	[22, 22, 1574, 2277]
venue-name: ΓΑΛΑΞΙΑΣ	[1033, 453, 1082, 464]
venue-info: τηλ. 75-656 —	[1072, 905, 1165, 916]
venue-name: ΑΧΙΛΛΕΙΟΝ	[1033, 406, 1089, 417]
paragraph-6: Ο ΠΥΛΑΡΙΝΟΣ μικρός φάκελος ίσταται, όπως συνήθιζε τότε ...	[32, 639, 337, 651]
listing-entry: ΣΤΑΥΡΟΥΠΟΛΙΣ τηλ. 21-680 — Έναρξις 6.15 μ.μ. Τελευταία προβολή 10 μ.μ.	[1033, 1414, 1203, 1448]
serial-text: Ή Σιλβάνα προχώρησε πρός τό μέρος τού Σταυρόπουλου, πού τήν περίμενε. Κρατούσε ανάμεσα στά χέρια της τό γράμμα πού είχε φθάσει τό πρωί, καί τό πρόσωπό της ήταν χλωμό. — Τί συμβαίνει; ρώτησε εκείνος ανήσυχος. — Τίποτα, απάντησε εκείνη, χωρίς νά τόν κοιτάξη. Μιά είδηση από τό σπίτι. Ο πατέρας μου είναι άρρωστος. Ο Σταυρόπουλος τήν πλησίασε καί τής έπιασε τό χέρι. Ήξερε ότι κάτι άλλο τήν απασχολούσε, κάτι πού δέν ήθελε νά τού πή. — Πρέπει νά φύγω αύριο, είπε. Πρέπει νά τόν δώ. — Θά έρθω μαζί σου. — Όχι, όχι... είναι καλύτερα νά πάω μόνη. Υπήρχε στή φωνή της μιά αποφασιστικότητα πού τόν ξάφνιασε. Δέν επέμεινε. Κάθισε στήν πολυθρόνα καί άναψε ένα τσιγάρο, παρακολουθώντας τήν μέ τά μάτια. Ή νύχτα πέρασε αργά. Ή Σιλβάνα δέν μπόρεσε νά κλείση μάτι. Σκεπτόταν τόν πρώτο της γάμο, τά χρόνια πού είχαν περάσει, τά λάθη πού είχε κάνει καί πού τώρα ξαναγύριζαν νά τήν στοιχειώσουν. Τό πρωί, πριν ξημερώση καλά-καλά, ετοίμασε τή βαλίτσα της. Ο Σταυρόπουλος κοιμόταν ακόμα. Τόν κοίταξε γιά λίγο, μέ μιά τρυφερότητα πού δέν είχε νοιώσει ποτέ πριν. — Συγχώρεσέ με, ψιθύρισε. Στό σταθμό τό τραίνο περίμενε. Ανέβηκε καί κάθισε δίπλα στό παράθυρο. Έξω ή πόλις ξυπνούσε σιγά-σιγά. Οι δρόμοι ήσαν άδειοι, τά φανάρια έσβηναν ένα-ένα. Όταν έφθασε στό χωριό, ή μητέρα της τήν περίμενε στήν πόρτα. Τό πρόσωπό της ήταν κουρασμένο, τά μάτια κόκκινα από τό κλάμα. — Ήρθες, παιδί μου... είπε μόνο καί τήν αγκάλιασε. — Πώς είναι ο πατέρας; — Σέ ζητάει από χθές. Θέλει νά σού πή κάτι πολύ σπουδαίο, κάτι πού δέν θέλει νά τό μάθη κανείς άλλος. Ή Σιλβάνα μπήκε στό δωμάτιο. Ο γέρος ήταν ξαπλωμένος στό κρεβάτι, χλωμός καί αδύνατος. Όταν τήν είδε, τά μάτια του φωτίστηκαν. — Έλα κοντά μου, Σιλβάνα. Έχω κάτι νά σού πώ γιά τόν Αλέξη, τόν πρώτο σου άντρα. Δέν πέθανε, όπως νομίζεις... Ή Σιλβάνα ένοιωσε τό αίμα νά παγώνη στίς φλέβες της. Δέν μπορούσε νά πιστέψη αυτό πού άκουγε. — Τί λές, πατέρα; Δέν είναι δυνατόν... — Είναι αλήθεια. Ζή. Καί ξέρει πού βρίσκεσαι. Ο γέρος έκλεισε τά μάτια του, εξαντλημένος. Ή Σιλβάνα έμεινε ακίνητη, κρατώντας τό χέρι του, ενώ χίλιες σκέψεις περνούσαν από τό μυαλό της. Έξω ο ήλιος έδυε πίσω από τά βουνά, βάφοντας τόν ουρανό μέ χρώματα κόκκινα καί χρυσά. Μιά καινούργια ζωή άρχιζε γι' αυτήν, γεμάτη αβεβαιότητα καί φόβο. Τήν επομένη έγραψε ένα γράμμα στόν Σταυρόπουλο. Έγραφε καί έσβηνε, ξανάγραφε καί ξανάσβηνε. Δέν ήξερε πώς νά τού εξηγήση αυτό πού είχε συμβή. Στό τέλος έγραψε μόνο λίγες γραμμές: «Αγαπημένε μου, πρέπει νά μείνω εδώ μερικές μέρες ακόμα. Θά σού εξηγήσω όλα όταν γυρίσω. Σέ αγαπώ». Ή απάντηση ήρθε γρήγορα. Ο Σταυρόπουλος τής έγραφε ότι θά έρχονταν ο ίδιος νά τήν πάρη, ότι δέν μπορούσε νά μείνη μακριά της. Ή Σιλβάνα διάβασε τό γράμμα δύο φορές καί ύστερα τό έκρυψε στό στήθος της. Ήξερε ότι ή στιγμή τής αλήθειας πλησίαζε.	[22, 1358, 1019, 1648]
venue-info: τηλ. 79-461 —	[1064, 1261, 1141, 1272]
listing-entry: ΝΑΥΑΡΙΝΟΝ τηλ. 75-567 — Έναρξις 6.15 μ.μ. Τελευταία προβολή 10 μ.μ.	[1033, 690, 1203, 723]
listing-entry: ΕΛΛΗΣΠΟΝΤΟΣ τηλ. 25-836 — Έναρξις 6.15 μ.μ. Τελευταία προβολή 10 μ.μ.	[1033, 525, 1203, 559]
venue-name: ΚΥΒΕΛΗ	[1033, 1213, 1074, 1224]
venue-name: ΕΣΠΕΡΟΣ	[1033, 560, 1080, 571]
listing-entry: ΑΕΛΛΩ τηλ. 74-470 — Έναρξις 6.15 μ.μ. Τελευταία προβολή 10 μ.μ.	[1033, 264, 1203, 286]
feature-title: Η Ελισάβετ τής Αυστρίας	[636, 124, 1021, 215]
filler-text: Σκοπός τής συναντήσεως ήτο ή ανταλλαγή απόψεων επί θεμάτων τά όποια απασχολούν τήν πόλιν από πολλών ετών, άλλά καί ή διερεύνησις των δυνατοτήτων πού παρουσιάζονται σήμερον διά τήν αναβάθμισιν τού ρόλου της εις τον ευρύτερον χώρον τής Βαλκανικής καί τής Μεσογείου. Οι συζητήσεις υπήρξαν μακραί καί ενδιαφέρουσαι, ενώ εξεφράσθησαν πολλαί καί διαφορετικαί γνώμαι επί των ζητημάτων.	[22, 145, 441, 218]
column-miscellany: ΠΑΡΑΣΚΕΥΗ 27 ΟΚΤΩΒΡΙΟΥ ΣΕΛΗΝΗ 24 ΗΜΕΡΩΝ Άνατολή ήλίου 6.46, Δύσις 5.32 Νέοι πρότεροι Πρόκλος, Κυριακού, Θεσσαλονίκης Διευθυντής τυπογραφείου ΓΕΩΡΓΙΟΣ ΓΙΑΝΝΟΥΤΣΟΣ Μεγ. Άλεξάνδρου 77 ΧΕΙΡΟΓΡΑΦΑ δημοσιευόμενα ή μη δέν έπιστρέφονται. Η ΠΟΙΗΣΙΣ Ο ΜΠΑΡΜΠΑ ΜΑΘΙΟΣ Ο τσέλιγκας ο παλιός πού ξέρει τά βουνά καί τά λαγκάδια, κάθεται στή γωνιά τού σπιτιού του καί θυμάται τά χρόνια τά περασμένα, τότε πού ανέβαινε μέ τά κοπάδια στίς ψηλές βοσκές... Τώρα είναι γέρος πιά κι ακούει τό τραγούδι τού ανέμου, μετράει τά άστρα τής νύχτας καί περιμένει τήν άνοιξη πού θά ξανάρθη. ΓΙΑΝΝΗΣ ΠΑΠΑΓΙΑΝΝΗΣ ΤΟ ΑΝΕΚΔΟΤΟΝ ΜΟΥΣΙΚΟΣ ΚΑΙ ΠΑΝΘΗΡ Ένας περίφημος μουσικός, ταξιδεύοντας στήν Αφρική, συνάντησε κάποτε ένα πάνθηρα. Αντί νά φύγη, άρχισε νά παίζη βιολί. Ο πάνθηρ κάθισε καί άκουγε μαγεμένος... ώσπου ήρθε ένας άλλος πάνθηρ, κουφός, καί τόν έφαγε. ΦΙΛΟΣΟΦΙΑ ΤΑ ΠΑΘΗ «Όπως τό σώμα κυβερνάται από τά πάθη, έτσι καί ή ψυχή οδηγείται από τά αισθήματα». ΤΟ ΠΡΟΒΛΗΜΑ Η ΜΟΙΡΑΣΙΑ Είκοσι έπτά πρόσωπα μοιράζουν ίσα μεταξύ των ένα ποσόν. Άν ήσαν τρία ολιγώτερα θά ελάμβανε έκαστος 17 λεπτά περισσότερα. Η ΛΥΣΙΣ ΤΟΥ ΧΘΕΣΙΝΟΥ ΤΑ ΦΑΡΜΑΚΕΙΑ Α. Αγγελίδης, Εγνατίας 35 Β. Παπαδόπουλος, Τσιμισκή 12 Γ. Καρανίκας, Βενιζέλου 44 Δ. Σαββίδης, Αγ. Σοφίας 8 Ε. Νικολάου, Κασσάνδρου 56 ΧΡΗΣΙΜΑ Αστυνομία, Πυροσβεστική, Νοσοκομεία, Πρώτες βοήθειες, Λιμεναρχείο, Αεροδρόμιο. ΤΗΛΕΦΩΝΑ ΤΑΞΙ Άγιος Δημήτριος ..... 34-210 Αριστοτέλους ..... 26-503 Βαρδάριον ..... 25-680 Βενιζέλου ..... 23-410 Καμάρα ..... 24-850 Λευκός Πύργος ..... 77-120 Ντεπώ ..... 82-390 Σιντριβάνι ..... 28-016 Χαριλάου ..... 81-520 Ο σύνδεσμος φίλης Ανακοινώνεται ότι τό νέον διοικητικόν συμβούλιον τού συνδέσμου συνεκροτήθη εις σώμα ως εξής...	[457, 22, 624, 1043]
paragraph-2: ΜΕ ΤΗΝ ένάρξιν του Ότι ενθυμούμεθα πώς έζησαμεν τάς ημέρας μας, οι πολλοί νέοι δέν είναι βέβαιον ότι θα έχουν τά ίδια πράγματα ...	[22, 241, 441, 265]
listing-entry: ΔΙΑΝΑ τηλ. 44-511 — Έναρξις 6.15 μ.μ. Τελευταία προβολή 10 μ.μ.	[1033, 477, 1203, 500]
venue-name: ΕΛΛΗΣΠΟΝΤΟΣ	[1033, 525, 1110, 536]
serial-novel: ΕΝΑ ΣΥΝΑΡΠΑΣΤΙΚΟ ΕΡΩΤΙΚΟ ΜΥΘΙΣΤΟΡΗΜΑ Ο ΔΕΥΤΕΡΟΣ ΓΑΜΟΣ ΤΟΥ ΙΤΑΛΟΥ ΣΥΓΓΡΑΦΕΩΣ ΝΙΝΟ ΤΕΑΤΣΙΝΙ Ή Σιλβάνα προχώρησε πρός τό μέρος τού Σταυρόπουλου, πού τήν περίμενε. Κρατούσε ανάμεσα στά χέρια της τό γράμμα πού είχε φθάσει τό πρωί, καί τό πρόσωπό της ήταν χλωμό. — Τί συμβαίνει; ρώτησε εκείνος ανήσυχος. — Τίποτα, απάντησε εκείνη, χωρίς νά τόν κοιτάξη. Μιά είδηση από τό σπίτι. Ο πατέρας μου είναι άρρωστος. Ο Σταυρόπουλος τήν πλησίασε καί τής έπιασε τό χέρι. Ήξερε ότι κάτι άλλο τήν απασχολούσε, κάτι πού δέν ήθελε νά τού πή. — Πρέπει νά φύγω αύριο, είπε. Πρέπει νά τόν δώ. — Θά έρθω μαζί σου. — Όχι, όχι... είναι καλύτερα νά πάω μόνη. Υπήρχε στή φωνή της μιά αποφασιστικότητα πού τόν ξάφνιασε. Δέν επέμεινε. Κάθισε στήν πολυθρόνα καί άναψε ένα τσιγάρο, παρακολουθώντας τήν μέ τά μάτια. Ή νύχτα πέρασε αργά. Ή Σιλβάνα δέν μπόρεσε νά κλείση μάτι. Σκεπτόταν τόν πρώτο της γάμο, τά χρόνια πού είχαν περάσει, τά λάθη πού είχε κάνει καί πού τώρα ξαναγύριζαν νά τήν στοιχειώσουν. Τό πρωί, πριν ξημερώση καλά-καλά, ετοίμασε τή βαλίτσα της. Ο Σταυρόπουλος κοιμόταν ακόμα. Τόν κοίταξε γιά λίγο, μέ μιά τρυφερότητα πού δέν είχε νοιώσει ποτέ πριν. — Συγχώρεσέ με, ψιθύρισε. Στό σταθμό τό τραίνο περίμενε. Ανέβηκε καί κάθισε δίπλα στό παράθυρο. Έξω ή πόλις ξυπνούσε σιγά-σιγά. Οι δρόμοι ήσαν άδειοι, τά φανάρια έσβηναν ένα-ένα. Όταν έφθασε στό χωριό, ή μητέρα της τήν περίμενε στήν πόρτα. Τό πρόσωπό της ήταν κουρασμένο, τά μάτια κόκκινα από τό κλάμα. — Ήρθες, παιδί μου... είπε μόνο καί τήν αγκάλιασε. — Πώς είναι ο πατέρας; — Σέ ζητάει από χθές. Θέλει νά σού πή κάτι πολύ σπουδαίο, κάτι πού δέν θέλει νά τό μάθη κανείς άλλος. Ή Σιλβάνα μπήκε στό δωμάτιο. Ο γέρος ήταν ξαπλωμένος στό κρεβάτι, χλωμός καί αδύνατος. Όταν τήν είδε, τά μάτια του φωτίστηκαν. — Έλα κοντά μου, Σιλβάνα. Έχω κάτι νά σού πώ γιά τόν Αλέξη, τόν πρώτο σου άντρα. Δέν πέθανε, όπως νομίζεις... Ή Σιλβάνα ένοιωσε τό αίμα νά παγώνη στίς φλέβες της. Δέν μπορούσε νά πιστέψη αυτό πού άκουγε. — Τί λές, πατέρα; Δέν είναι δυνατόν... — Είναι αλήθεια. Ζή. Καί ξέρει πού βρίσκεσαι. Ο γέρος έκλεισε τά μάτια του, εξαντλημένος. Ή Σιλβάνα έμεινε ακίνητη, κρατώντας τό χέρι του, ενώ χίλιες σκέψεις περνούσαν από τό μυαλό της. Έξω ο ήλιος έδυε πίσω από τά βουνά, βάφοντας τόν ουρανό μέ χρώματα κόκκινα καί χρυσά. Μιά καινούργια ζωή άρχιζε γι' αυτήν, γεμάτη αβεβαιότητα καί φόβο. Τήν επομένη έγραψε ένα γράμμα στόν Σταυρόπουλο. Έγραφε καί έσβηνε, ξανάγραφε καί ξανάσβηνε. Δέν ήξερε πώς νά τού εξηγήση αυτό πού είχε συμβή. Στό τέλος έγραψε μόνο λίγες γραμμές: «Αγαπημένε μου, πρέπει νά μείνω εδώ μερικές μέρες ακόμα. Θά σού εξηγήσω όλα όταν γυρίσω. Σέ αγαπώ». Ή απάντηση ήρθε γρήγορα. Ο Σταυρόπουλος τής έγραφε ότι θά έρχονταν ο ίδιος νά τήν πάρη, ότι δέν μπορούσε νά μείνη μακριά της. Ή Σιλβάνα διάβασε τό γράμμα δύο φορές καί ύστερα τό έκρυψε στό στήθος της. Ήξερε ότι ή στιγμή τής αλήθειας πλησίαζε. ΑΥΡΙΟΝ: Η συνέχεια	[22, 1255, 1019, 2277]
venue-info: τηλ. 77-779 —	[1081, 430, 1165, 441]
philosophy-title: ΦΙΛΟΣΟΦΙΑ	[457, 529, 624, 547]
venue-info: τηλ. 77-652 —	[1083, 975, 1165, 986]
venue-name: ΣΤΡΑΤΙΩΤΙΚΟΝ	[1033, 192, 1108, 203]
listing-entry: ΚΥΒΕΛΗ τηλ. 82-288 — Έναρξις 6.15 μ.μ. Τελευταία προβολή 10 μ.μ.	[1033, 1213, 1203, 1236]
venue-name: ΜΕΤΡΟΠΟΛ	[1033, 1630, 1091, 1641]
paragraph-1: ΗΧΙΣΕΝ ή έφιαλτική καί μέ όλα τά σημερινά δεδομένα άγγελία, ότι ή θεσσαλονίκη, πόλις κοσμοπολίτικη καί πολυεθνική, εγινε διά μίαν έτι φοράν κέντρον συζητήσεων ...	[22, 102, 441, 138]
listing-entry: ΚΟΣΜΙΚΟΝ τηλ. 23-406 — Έναρξις 6.15 μ.μ. Τελευταία προβολή 10 μ.μ.	[1033, 1166, 1203, 1188]
listing-entry: ΑΧΙΛΛΕΙΟΝ Συκεών — Έναρξις 6.15 μ.μ. Τελευταία προβολή 10 μ.μ.	[1033, 1511, 1204, 1533]
venue-name: ΠΑΛΛΑΣ	[1033, 749, 1075, 760]
venue-info: τηλ. 77-316 —	[1084, 1367, 1165, 1378]
venue-info: τηλ. 80-826 —	[1107, 192, 1203, 203]
lecturer-name: ΤΟΥ Κ. Σ. ΜΑΥΡΟΥΔΗ	[1215, 943, 1574, 955]
date-box: ΠΑΡΑΣΚΕΥΗ 27 ΟΚΤΩΒΡΙΟΥ ΣΕΛΗΝΗ 24 ΗΜΕΡΩΝ Άνατολή ήλίου 6.46, Δύσις 5.32 Νέοι πρότεροι Πρόκλος, Κυριακού, Θεσσαλονίκης Διευθυντής τυπογραφείου ΓΕΩΡΓΙΟΣ ΓΙΑΝΝΟΥΤΣΟΣ Μεγ. Άλεξάνδρου 77 ΧΕΙΡΟΓΡΑΦΑ δημοσιευόμενα ή μη δέν έπιστρέφονται.	[457, 22, 624, 216]
venue-info: τηλ. 77-420 —	[1076, 999, 1165, 1010]
listing-entry: ΑΣΤΗΡ τηλ. 81-761 — Έναρξις 6.15 μ.μ. Τελευταία προβολή 10 μ.μ.	[1033, 953, 1203, 974]
signature: Ο Βόρειος	[386, 791, 441, 803]
venue-name: ΑΥΛΑΙΑ	[1033, 145, 1071, 156]
pharmacies-title: ΤΑ ΦΑΡΜΑΚΕΙΑ	[457, 713, 624, 731]
listing-entry: ΘΕΡΜΑ Ν. Κρήνη — Έναρξις 6.15 μ.μ. Τελευταία προβολή 10 μ.μ.	[1033, 1582, 1203, 1604]
listing-entry: ΡΟΖΑΙ Σίνδος — Έναρξις 6.15 μ.μ. Τελευταία προβολή 10 μ.μ.	[1033, 1677, 1203, 1700]
venue-name: ΚΗΦΙΣ	[1033, 631, 1065, 642]
listing-entry: ΙΝΤΕΖΑ τηλ. 70-861 — Έναρξις 6.15 μ.μ. Τελευταία προβολή 10 μ.μ.	[1033, 1118, 1203, 1141]
venue-name: ΡΟΖΑΙ	[1033, 1677, 1065, 1688]
anecdote-title: ΤΟ ΑΝΕΚΔΟΤΟΝ	[457, 405, 624, 423]
listing-entry: ΟΛΥΜΠΙΟΝ τηλ. 71-677 — Έναρξις 6.15 μ.μ. Τελευταία προβολή 10 μ.μ.	[1033, 725, 1203, 747]
listing-entry: ΒΑΣΙΛΙΚΟΝ τηλ. 79-030 — Έναρξις 6.15 μ.μ. Τελευταία προβολή 10 μ.μ.	[1033, 169, 1203, 192]
venue-info: τηλ. 73-707 —	[1079, 560, 1165, 571]
venue-name: ΙΦΙΓΕΝΕΙΑ	[1033, 607, 1084, 618]
listing-entry: ΗΛΥΣΙΑ τηλ. 79-511 — Έναρξις 6.15 μ.μ. Τελευταία προβολή 10 μ.μ.	[1033, 583, 1203, 605]
listing-entry: ΟΜΟΝΟΙΑ τηλ. 510-149 — Έναρξις 6.15 μ.μ. Τελευταία προβολή 10 μ.μ.	[1033, 1320, 1203, 1342]
listing-entry: ΙΦΙΓΕΝΕΙΑ τηλ. 29-355 — Έναρξις 6.15 μ.μ. Τελευταία προβολή 10 μ.μ.	[1033, 607, 1203, 629]
listing-entry: ΑΛΕΚΑ τηλ. 75-192 — Έναρξις 6.15 μ.μ. Τελευταία προβολή 10 μ.μ.	[1033, 857, 1203, 880]
listing-entry: ΕΛΣΗ τηλ. 21-791 — Έναρξις 6.15 μ.μ. Τελευταία προβολή 10 μ.μ.	[1033, 1071, 1203, 1093]
feature-kicker: Η ΔΥΣΤΥΧΙΣΜΕΝΗ ΑΥΤΟΚΡΑΤΕΙΡΑ	[725, 107, 933, 120]
listing-entry: ΑΝΤΙΟΝ τηλ. 75-656 — Έναρξις 6.15 μ.μ. Τελευταία προβολή 10 μ.μ.	[1033, 905, 1203, 927]
crossword-title: ΤΟ ΣΤΑΥΡΟΛΕΞΟΝ	[636, 773, 1021, 791]
listing-entry: ΑΡΙΣΤΟΤΕΛΕΙΟΝ Μέγαρον Έταιρείας — Έναρξις 6.15 μ.μ. Τελευταία προβολή 10 μ.μ.	[1033, 371, 1203, 404]
venue-info: Πολίχνη —	[1067, 1487, 1138, 1498]
venue-name: ΠΑΝΘΕΟΝ	[1033, 1367, 1085, 1378]
venue-name: ΚΡΟΝΟΣ	[1033, 1190, 1076, 1201]
venue-info: τηλ. 44-511 —	[1064, 477, 1141, 488]
listing-entry: ΑΛΕΞΑΝΔΡΟΣ τηλ. 73-350 — Έναρξις 6.15 μ.μ. Τελευταία προβολή 10 μ.μ.	[1033, 288, 1203, 322]
paragraph-4: ΒΕΒΑΙΑ, ή καταστροφή δέν θά αντιπροσωπεύη την πραγματικότητα ...	[32, 446, 372, 458]
lecturer-name: ΤΟΥ Χ. ΒΕΝΙΖΕΛΟΥ	[1215, 758, 1574, 770]
venue-info: τηλ. 73-555 —	[1070, 1391, 1165, 1402]
cinema-listings-first-run	[1033, 264, 1203, 819]
venue-info: τηλ. 37-010 —	[1081, 453, 1165, 464]
venue-info: τηλ. 24-537 —	[1085, 347, 1165, 358]
listing-entry: ΙΔΑΙΩΝ τηλ. 77-712 — Έναρξις 6.15 μ.μ. Τελευταία προβολή 10 μ.μ.	[1033, 1094, 1203, 1117]
